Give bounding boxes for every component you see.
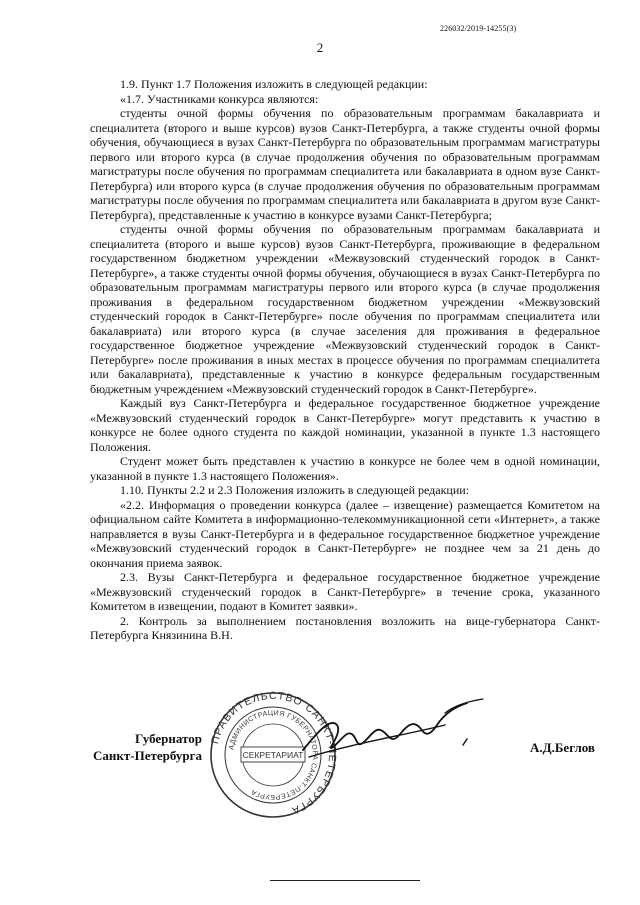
paragraph-one-nomination-student: Студент может быть представлен к участию в конкурсе не более чем в одной номинации, указанной в пункте 1.3 настоящего Положения».: [90, 454, 600, 483]
stamp-outer-text: ПРАВИТЕЛЬСТВО САНКТ-ПЕТЕРБУРГА: [209, 690, 338, 817]
paragraph-2-2: «2.2. Информация о проведении конкурса (далее – извещение) размещается Комитетом на официальном сайте Комитета в информационно-телекоммуникационной сети «Интернет», а также направляется в вузы Санкт-Петербурга и в федеральное государственное бюджетное учреждение «Межвузовский студенческий городок в Санкт-Петербурге» не позднее чем за 21 день до окончания приема заявок.: [90, 497, 600, 570]
footer-divider: [270, 880, 420, 881]
handwritten-signature: [295, 695, 490, 770]
signatory-title-line1: Губернатор: [134, 731, 202, 746]
paragraph-one-per-nomination: Каждый вуз Санкт-Петербурга и федеральное государственное бюджетное учреждение «Межвузовский студенческий городок в Санкт-Петербурге» могут представить к участию в конкурсе не более одного студента по каждой номинации, указанной в пункте 1.3 настоящего Положения.: [90, 396, 600, 454]
signatory-name: А.Д.Беглов: [530, 740, 595, 755]
paragraph-1-9: 1.9. Пункт 1.7 Положения изложить в следующей редакции:: [120, 77, 428, 91]
paragraph-participants-universities: студенты очной формы обучения по образовательным программам бакалавриата и специалитета (второго и выше курсов) вузов Санкт-Петербурга, а также студенты очной формы обучения, обучающиеся в вузах Санкт-Петербурга по образовательным программам магистратуры первого или второго курса (в случае продолжения обучения по образовательным программам магистратуры после обучения по программам специалитета или бакалавриата в одном вузе Санкт-Петербурга) или второго курса (в случае продолжения обучения по образовательным программам магистратуры после обучения по программам специалитета или бакалавриата в другом вузе Санкт-Петербурга), представленные к участию в конкурсе вузами Санкт-Петербурга;: [90, 106, 600, 222]
paragraph-1-7-heading: «1.7. Участниками конкурса являются:: [120, 91, 319, 106]
paragraph-2-3: 2.3. Вузы Санкт-Петербурга и федеральное государственное бюджетное учреждение «Межвузовский студенческий городок в Санкт-Петербурге» в течение срока, указанного Комитетом в извещении, подают в Комитет заявки».: [90, 570, 600, 613]
signatory-title-line2: Санкт-Петербурга: [93, 748, 202, 763]
document-id: 226032/2019-14255(3): [440, 24, 517, 33]
paragraph-control: 2. Контроль за выполнением постановления возложить на вице-губернатора Санкт-Петербурга Князинина В.Н.: [90, 613, 600, 642]
page-number: 2: [316, 40, 324, 55]
signatory-title: [90, 730, 202, 764]
paragraph-participants-campus: студенты очной формы обучения по образовательным программам бакалавриата и специалитета (второго и выше курсов) вузов Санкт-Петербурга, проживающие в федеральном государственном бюджетном учреждении «Межвузовский студенческий городок в Санкт-Петербурге», а также студенты очной формы обучения, обучающиеся в вузах Санкт-Петербурга по образовательным программам магистратуры первого или второго курса (в случае продолжения проживания в федеральном государственном бюджетном учреждении «Межвузовский студенческий городок в Санкт-Петербурге» после обучения по программам специалитета или бакалавриата) или второго курса (в случае заселения для проживания в федеральное государственное бюджетное учреждение «Межвузовский студенческий городок в Санкт-Петербурге» после проживания в иных местах в процессе обучения по программам специалитета или бакалавриата), представленные к участию в конкурсе федеральным государственным бюджетным учреждением «Межвузовский студенческий городок в Санкт-Петербурге».: [90, 222, 600, 396]
paragraph-1-10: 1.10. Пункты 2.2 и 2.3 Положения изложить в следующей редакции:: [120, 483, 470, 497]
document-body: [90, 77, 600, 643]
stamp-inner-text: АДМИНИСТРАЦИЯ ГУБЕРНАТОРА САНКТ-ПЕТЕРБУРГА: [228, 709, 319, 801]
stamp-center-text: СЕКРЕТАРИАТ: [242, 750, 304, 760]
